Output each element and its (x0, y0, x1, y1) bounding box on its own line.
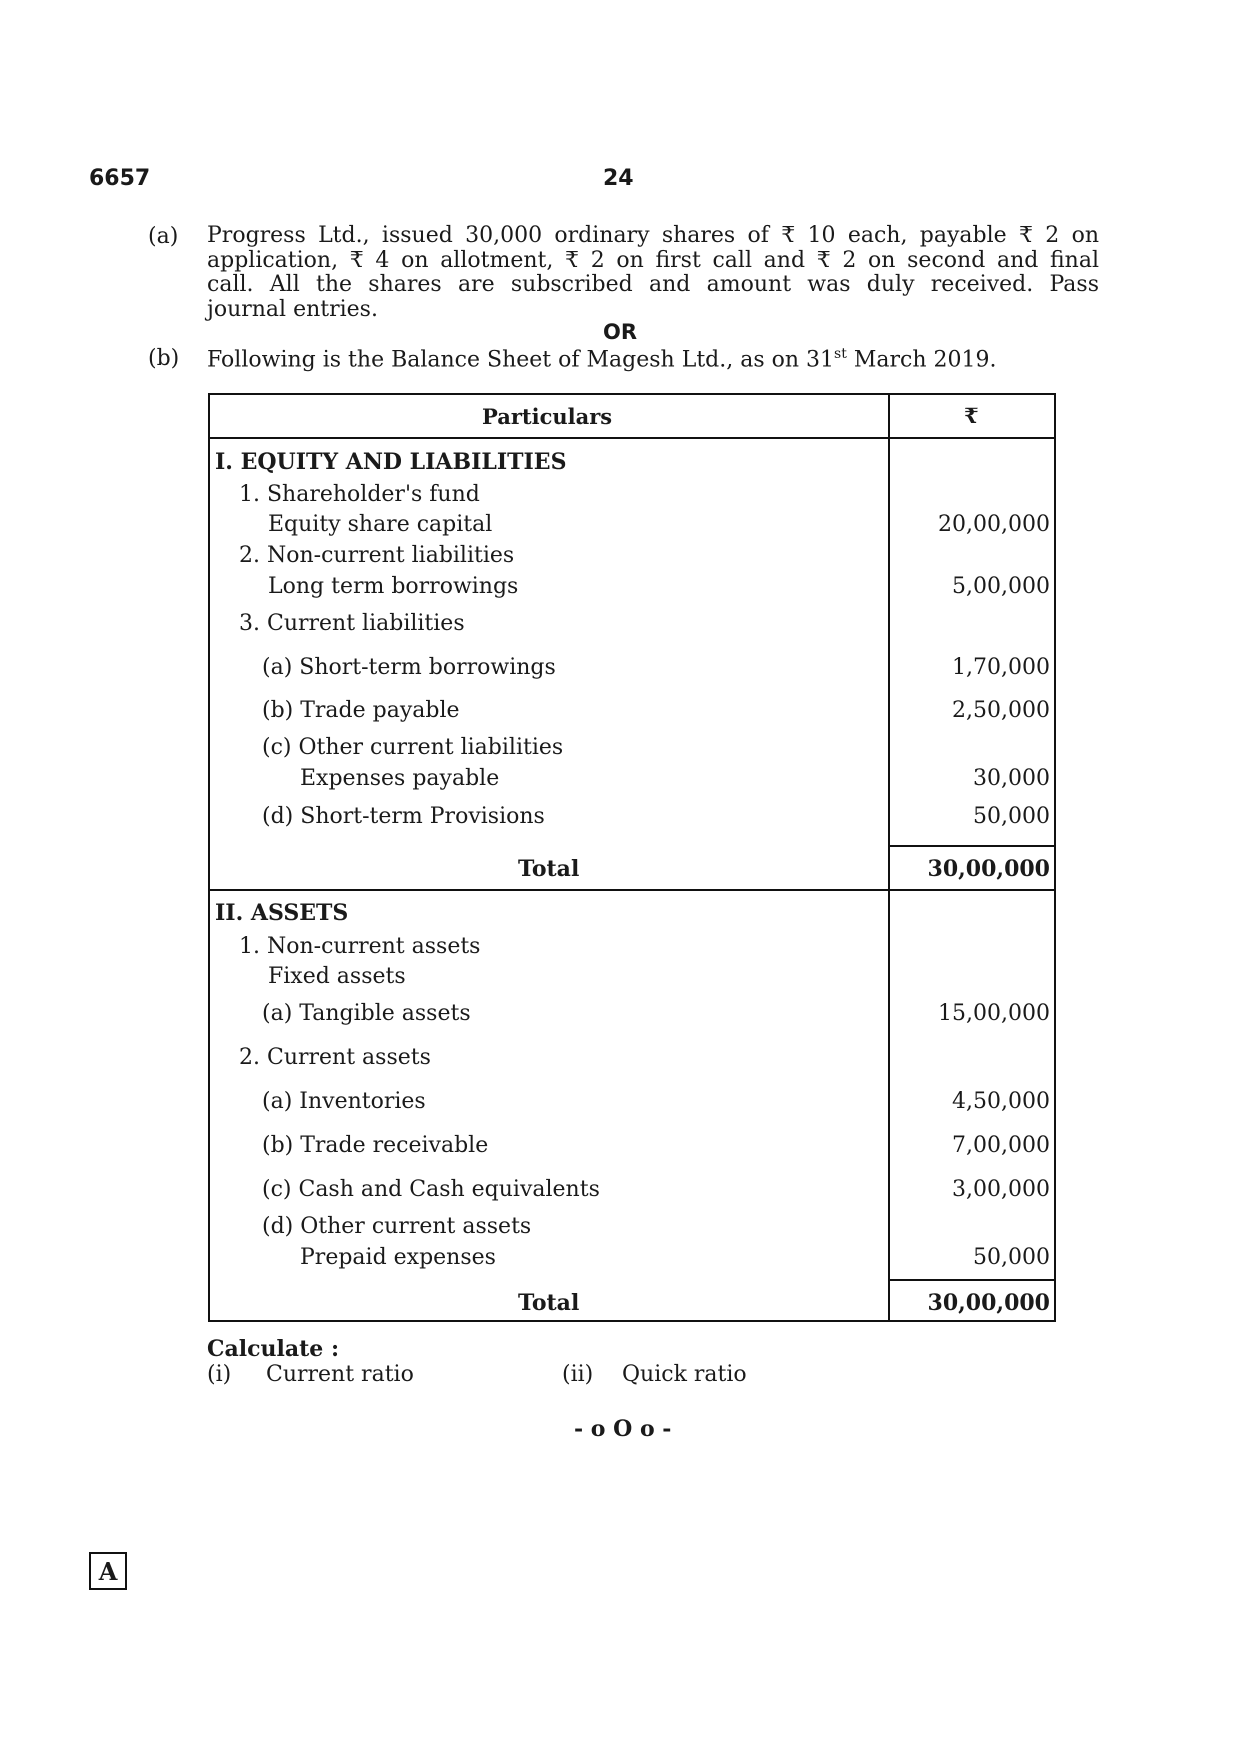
trade-payable-amount: 2,50,000 (952, 698, 1050, 723)
cash-equivalents-amount: 3,00,000 (952, 1177, 1050, 1202)
calculate-item-2-text: Quick ratio (622, 1362, 747, 1387)
total-assets-label: Total (518, 1290, 580, 1316)
set-code-box: A (89, 1552, 127, 1590)
question-b-text-end: March 2019. (846, 347, 997, 373)
current-liabilities: 3. Current liabilities (239, 611, 465, 636)
question-b-text (207, 346, 996, 372)
particulars-header: Particulars (482, 404, 613, 429)
prepaid-expenses-label: Prepaid expenses (300, 1245, 496, 1270)
expenses-payable-label: Expenses payable (300, 766, 500, 791)
calculate-heading: Calculate : (207, 1336, 340, 1362)
amount-header: ₹ (964, 403, 979, 428)
equity-share-capital-label: Equity share capital (268, 512, 493, 537)
long-term-borrowings-amount: 5,00,000 (952, 574, 1050, 599)
page-number: 24 (603, 166, 634, 191)
other-current-assets: (d) Other current assets (262, 1214, 532, 1239)
trade-receivable-amount: 7,00,000 (952, 1133, 1050, 1158)
question-a-line-1: Progress Ltd., issued 30,000 ordinary shares of ₹ 10 each, payable ₹ 2 on (207, 223, 1099, 248)
short-term-provisions-amount: 50,000 (973, 804, 1050, 829)
end-of-paper-mark: - o O o - (574, 1416, 672, 1442)
question-a-line-4: journal entries. (207, 296, 378, 322)
prepaid-expenses-amount: 50,000 (973, 1245, 1050, 1270)
section-assets: II. ASSETS (215, 900, 349, 926)
expenses-payable-amount: 30,000 (973, 766, 1050, 791)
tangible-assets-label: (a) Tangible assets (262, 1001, 471, 1026)
calculate-item-2-number: (ii) (562, 1362, 594, 1387)
trade-payable-label: (b) Trade payable (262, 698, 460, 723)
column-divider (888, 395, 890, 1320)
question-b-text-main: Following is the Balance Sheet of Magesh Ltd., as on 31 (207, 347, 835, 373)
inventories-label: (a) Inventories (262, 1089, 426, 1114)
long-term-borrowings-label: Long term borrowings (268, 574, 519, 599)
non-current-assets: 1. Non-current assets (239, 934, 481, 959)
current-assets: 2. Current assets (239, 1045, 431, 1070)
section-equity-liabilities: I. EQUITY AND LIABILITIES (215, 449, 567, 475)
total-assets-amount: 30,00,000 (927, 1290, 1050, 1316)
question-b-superscript: st (834, 346, 847, 362)
question-a-label: (a) (148, 224, 179, 249)
question-a-line-2: application, ₹ 4 on allotment, ₹ 2 on first call and ₹ 2 on second and final (207, 247, 1099, 273)
equity-share-capital-amount: 20,00,000 (938, 512, 1050, 537)
calculate-item-1-text: Current ratio (266, 1362, 414, 1387)
header-divider (210, 437, 1054, 439)
question-b-label: (b) (148, 346, 180, 371)
tangible-assets-amount: 15,00,000 (938, 1001, 1050, 1026)
balance-sheet-table (208, 393, 1056, 1322)
total2-top-rule (888, 1279, 1054, 1281)
question-a-line-3: call. All the shares are subscribed and amount was duly received. Pass (207, 272, 1099, 297)
or-divider: OR (603, 320, 638, 344)
trade-receivable-label: (b) Trade receivable (262, 1133, 489, 1158)
short-term-provisions-label: (d) Short-term Provisions (262, 804, 545, 829)
calculate-item-1-number: (i) (207, 1362, 232, 1387)
short-term-borrowings-label: (a) Short-term borrowings (262, 655, 556, 680)
cash-equivalents-label: (c) Cash and Cash equivalents (262, 1177, 600, 1202)
total-liabilities-label: Total (518, 856, 580, 882)
short-term-borrowings-amount: 1,70,000 (952, 655, 1050, 680)
total-liabilities-amount: 30,00,000 (927, 856, 1050, 882)
shareholders-fund: 1. Shareholder's fund (239, 482, 480, 507)
inventories-amount: 4,50,000 (952, 1089, 1050, 1114)
other-current-liabilities: (c) Other current liabilities (262, 735, 564, 760)
section-divider (210, 889, 1054, 891)
fixed-assets: Fixed assets (268, 964, 406, 989)
paper-code: 6657 (89, 166, 151, 191)
non-current-liabilities: 2. Non-current liabilities (239, 543, 515, 568)
total1-top-rule (888, 845, 1054, 847)
